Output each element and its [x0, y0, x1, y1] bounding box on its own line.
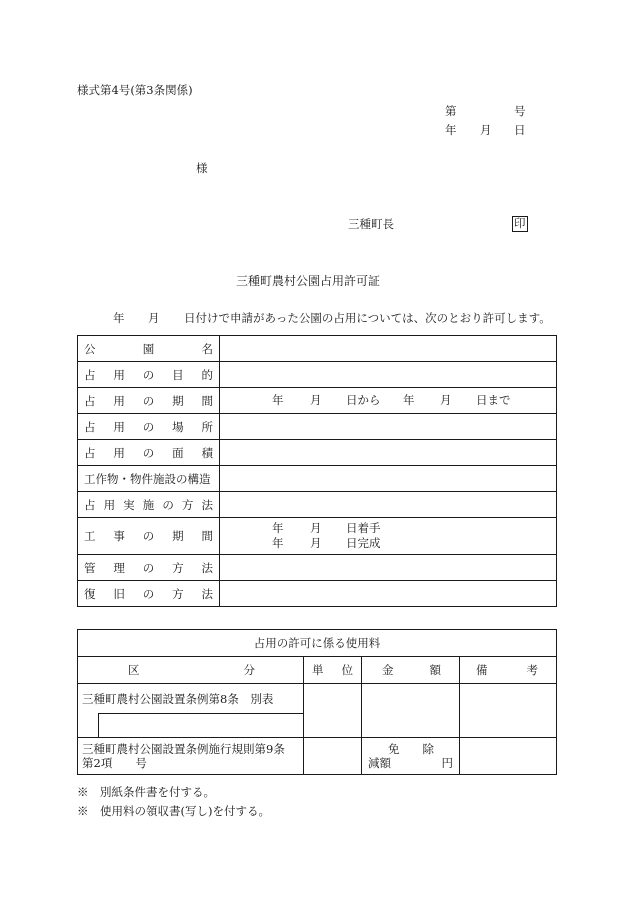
intro-year: 年	[113, 311, 125, 325]
column-header-remarks: 備考	[460, 657, 557, 684]
fee-table-header: 占用の許可に係る使用料	[78, 630, 557, 657]
construction-end-day: 日完成	[346, 536, 381, 550]
construction-end-month: 月	[310, 536, 322, 550]
fee-unit-cell	[304, 684, 362, 738]
table-row	[78, 466, 557, 492]
table-row	[78, 336, 557, 362]
location-cell	[220, 414, 557, 440]
exemption-amount-cell: 免 除 減額 円	[362, 738, 460, 775]
number-suffix: 号	[514, 104, 526, 118]
usage-fee-table	[77, 629, 557, 775]
table-row	[78, 684, 557, 738]
construction-end-year: 年	[272, 536, 284, 550]
intro-text: 日付けで申請があった公園の占用については、次のとおり許可します。	[184, 311, 551, 325]
column-header-unit: 単位	[304, 657, 362, 684]
table-row	[78, 388, 557, 414]
table-row	[78, 657, 557, 684]
row-label: 復旧の方法	[78, 581, 220, 607]
number-prefix: 第	[445, 104, 457, 118]
exemption-unit-cell	[304, 738, 362, 775]
form-code: 様式第4号(第3条関係)	[77, 83, 193, 97]
period-cell	[220, 388, 557, 414]
permit-details-table	[77, 335, 557, 607]
table-row	[78, 414, 557, 440]
period-to: 日まで	[476, 392, 511, 407]
row-label: 占用の期間	[78, 388, 220, 414]
period-year-1: 年	[272, 392, 284, 407]
construction-start-day: 日着手	[346, 521, 381, 535]
fee-category-ordinance: 三種町農村公園設置条例第8条 別表	[78, 684, 304, 738]
period-month-2: 月	[440, 392, 452, 407]
fee-detail-box	[98, 713, 303, 738]
seal-mark: 印	[514, 216, 526, 230]
issuer-name: 三種町長	[348, 217, 394, 231]
method-cell	[220, 492, 557, 518]
park-name-cell	[220, 336, 557, 362]
row-label: 占用の面積	[78, 440, 220, 466]
purpose-cell	[220, 362, 557, 388]
row-label: 占用実施の方法	[78, 492, 220, 518]
table-row	[78, 362, 557, 388]
row-label: 工作物・物件施設の構造	[78, 466, 220, 492]
date-month: 月	[480, 123, 492, 137]
period-year-2: 年	[403, 392, 415, 407]
construction-period-cell	[220, 518, 557, 555]
row-label: 占用の目的	[78, 362, 220, 388]
intro-month: 月	[148, 311, 160, 325]
table-row	[78, 492, 557, 518]
column-header-amount: 金額	[362, 657, 460, 684]
fee-category-regulation: 三種町農村公園設置条例施行規則第9条 第2項 号	[78, 738, 304, 775]
date-year: 年	[445, 123, 457, 137]
table-row	[78, 630, 557, 657]
document-title: 三種町農村公園占用許可証	[236, 274, 381, 288]
row-label: 工事の期間	[78, 518, 220, 555]
note-conditions: ※ 別紙条件書を付する。	[77, 785, 215, 799]
structure-cell	[220, 466, 557, 492]
row-label: 公園名	[78, 336, 220, 362]
table-row	[78, 581, 557, 607]
restoration-cell	[220, 581, 557, 607]
construction-start-month: 月	[310, 521, 322, 535]
table-row	[78, 738, 557, 775]
fee-amount-cell	[362, 684, 460, 738]
area-cell	[220, 440, 557, 466]
row-label: 占用の場所	[78, 414, 220, 440]
table-row	[78, 555, 557, 581]
construction-start-year: 年	[272, 521, 284, 535]
note-receipt: ※ 使用料の領収書(写し)を付する。	[77, 804, 270, 818]
column-header-category: 区分	[78, 657, 304, 684]
row-label: 管理の方法	[78, 555, 220, 581]
addressee-suffix: 様	[196, 161, 208, 175]
management-cell	[220, 555, 557, 581]
date-day: 日	[514, 123, 526, 137]
period-from: 日から	[346, 392, 381, 407]
period-month-1: 月	[310, 392, 322, 407]
table-row	[78, 440, 557, 466]
exemption-remarks-cell	[460, 738, 557, 775]
fee-remarks-cell	[460, 684, 557, 738]
table-row	[78, 518, 557, 555]
